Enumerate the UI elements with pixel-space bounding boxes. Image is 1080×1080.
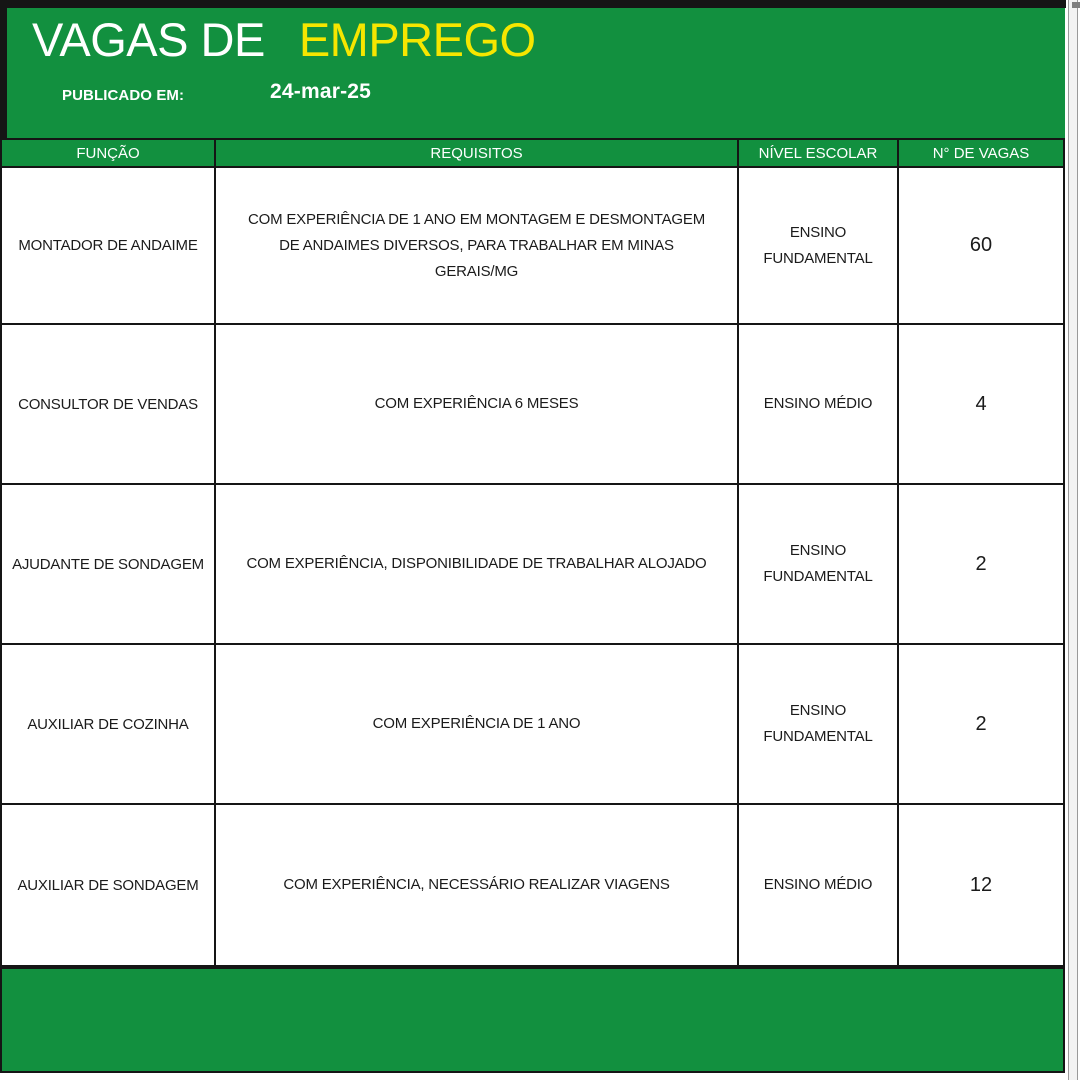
table-row-4-vagas (899, 645, 1063, 803)
footer-band (0, 967, 1065, 1073)
funcao-value: AUXILIAR DE SONDAGEM (17, 876, 199, 894)
funcao-value: AUXILIAR DE COZINHA (27, 715, 189, 733)
table-row-4-funcao (2, 645, 214, 803)
requisitos-value: COM EXPERIÊNCIA DE 1 ANO (372, 715, 581, 732)
table-row-4-nivel (739, 645, 897, 803)
vagas-value: 2 (975, 552, 987, 575)
published-label: PUBLICADO EM: (62, 87, 185, 104)
table-row-5-funcao (2, 805, 214, 965)
scrollbar[interactable] (1066, 0, 1080, 1080)
scrollbar-thumb[interactable] (1072, 2, 1080, 8)
table-row-3-nivel (739, 485, 897, 643)
jobs-table (0, 138, 1065, 967)
requisitos-value: COM EXPERIÊNCIA, DISPONIBILIDADE DE TRABALHAR ALOJADO (246, 555, 707, 572)
title-banner (0, 0, 1065, 138)
table-row-2-nivel (739, 325, 897, 483)
vagas-value: 12 (969, 873, 993, 896)
nivel-value: ENSINO MÉDIO (763, 876, 873, 893)
table-row-4-requisitos (216, 645, 737, 803)
table-row-5-nivel (739, 805, 897, 965)
column-header-nivel-escolar: NÍVEL ESCOLAR (739, 140, 897, 166)
top-frame-border (0, 0, 1066, 8)
funcao-value: MONTADOR DE ANDAIME (18, 237, 198, 254)
scrollbar-track[interactable] (1068, 0, 1078, 1080)
table-row-5-requisitos (216, 805, 737, 965)
requisitos-value: COM EXPERIÊNCIA 6 MESES (374, 395, 579, 412)
table-row-1-requisitos (216, 168, 737, 323)
table-row-1-funcao (2, 168, 214, 323)
published-date: 24-mar-25 (270, 80, 372, 103)
requisitos-value: COM EXPERIÊNCIA, NECESSÁRIO REALIZAR VIAGENS (283, 876, 670, 893)
table-row-1-nivel (739, 168, 897, 323)
table-row-1-vagas (899, 168, 1063, 323)
table-row-2-requisitos (216, 325, 737, 483)
requisitos-value: COM EXPERIÊNCIA DE 1 ANO EM MONTAGEM E DESMONTAGEM DE ANDAIMES DIVERSOS, PARA TRABALHAR EM MINAS GERAIS/MG (247, 210, 705, 280)
title-white-part: VAGAS DE (32, 13, 265, 66)
funcao-value: CONSULTOR DE VENDAS (18, 395, 198, 413)
title-yellow-part: EMPREGO (298, 13, 536, 66)
nivel-value: ENSINO MÉDIO (763, 395, 873, 412)
table-row-2-vagas (899, 325, 1063, 483)
table-row-2-funcao (2, 325, 214, 483)
page-title (32, 15, 536, 64)
table-row-3-requisitos (216, 485, 737, 643)
table-row-3-funcao (2, 485, 214, 643)
funcao-value: AJUDANTE DE SONDAGEM (12, 555, 204, 573)
vagas-value: 60 (969, 234, 993, 256)
column-header-funcao: FUNÇÃO (2, 140, 214, 166)
table-row-3-vagas (899, 485, 1063, 643)
nivel-value: ENSINO FUNDAMENTAL (763, 542, 873, 585)
column-header-n-de-vagas: N° DE VAGAS (899, 140, 1063, 166)
column-header-requisitos: REQUISITOS (216, 140, 737, 166)
vagas-value: 2 (975, 712, 987, 735)
nivel-value: ENSINO FUNDAMENTAL (763, 702, 873, 745)
table-row-5-vagas (899, 805, 1063, 965)
vagas-value: 4 (975, 392, 987, 415)
nivel-value: ENSINO FUNDAMENTAL (763, 223, 873, 267)
